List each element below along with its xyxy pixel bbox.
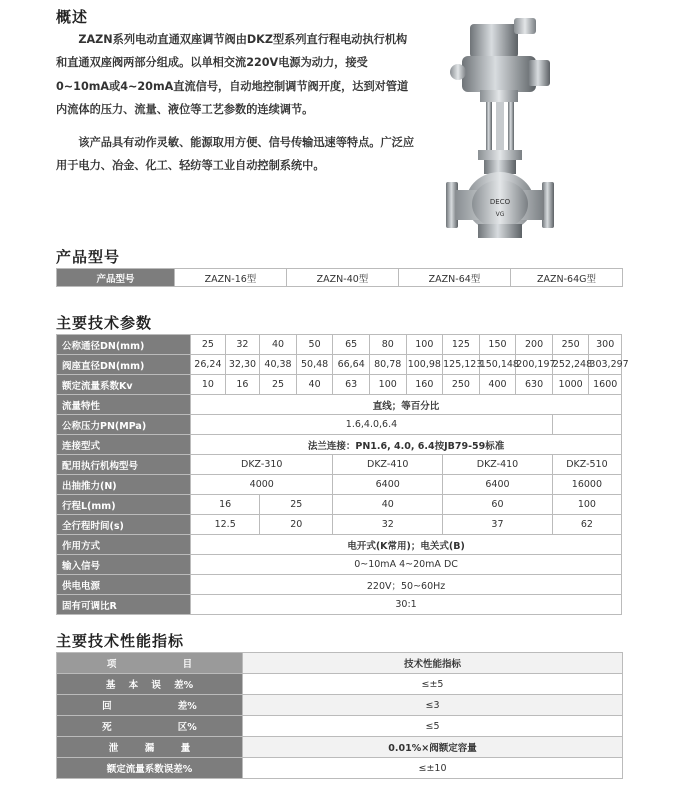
table-cell: 1600 bbox=[589, 375, 622, 395]
table-cell: 50 bbox=[296, 335, 333, 355]
table-cell: DKZ-510 bbox=[552, 455, 621, 475]
row-label: 流量特性 bbox=[57, 395, 191, 415]
table-cell: 26,24 bbox=[191, 355, 226, 375]
table-row bbox=[57, 758, 623, 779]
table-cell: 125,123 bbox=[443, 355, 480, 375]
model-header: 产品型号 bbox=[57, 269, 175, 287]
table-cell: 250 bbox=[552, 335, 589, 355]
row-label: 出抽推力(N) bbox=[57, 475, 191, 495]
model-cell: ZAZN-64型 bbox=[399, 269, 511, 287]
table-row bbox=[57, 395, 622, 415]
row-label: 全行程时间(s) bbox=[57, 515, 191, 535]
row-label: 公称通径DN(mm) bbox=[57, 335, 191, 355]
row-label: 额定流量系数误差% bbox=[57, 758, 243, 779]
table-cell: 电开式(K常用)；电关式(B) bbox=[191, 535, 622, 555]
row-label: 额定流量系数Kv bbox=[57, 375, 191, 395]
table-cell: DKZ-410 bbox=[443, 455, 553, 475]
row-label: 死 区% bbox=[57, 716, 243, 737]
table-cell: 25 bbox=[260, 375, 297, 395]
table-cell: 100,98 bbox=[406, 355, 443, 375]
table-cell: 0~10mA 4~20mA DC bbox=[191, 555, 622, 575]
table-row bbox=[57, 555, 622, 575]
row-label: 固有可调比R bbox=[57, 595, 191, 615]
table-cell: 1.6,4.0,6.4 bbox=[191, 415, 553, 435]
table-cell: 20 bbox=[260, 515, 333, 535]
table-cell: 40 bbox=[333, 495, 443, 515]
table-cell: DKZ-410 bbox=[333, 455, 443, 475]
row-label: 回 差% bbox=[57, 695, 243, 716]
table-cell: 80,78 bbox=[369, 355, 406, 375]
params-table bbox=[56, 334, 629, 615]
table-cell: 63 bbox=[333, 375, 370, 395]
model-cell: ZAZN-64G型 bbox=[511, 269, 623, 287]
table-cell: 32 bbox=[225, 335, 260, 355]
table-cell: 250 bbox=[443, 375, 480, 395]
table-row bbox=[57, 674, 623, 695]
row-label: 行程L(mm) bbox=[57, 495, 191, 515]
row-label: 公称压力PN(MPa) bbox=[57, 415, 191, 435]
table-cell: 150 bbox=[479, 335, 516, 355]
params-title: 主要技术参数 bbox=[56, 314, 153, 332]
table-cell: 252,248 bbox=[552, 355, 589, 375]
table-cell: 40 bbox=[296, 375, 333, 395]
table-cell: 25 bbox=[260, 495, 333, 515]
table-row bbox=[57, 335, 622, 355]
table-row bbox=[57, 435, 622, 455]
row-label: 作用方式 bbox=[57, 535, 191, 555]
overview-paragraph-1: ZAZN系列电动直通双座调节阀由DKZ型系列直行程电动执行机构和直通双座阀两部分组成。以单相交流220V电源为动力，接受0~10mA或4~20mA直流信号，自动地控制调节阀开度，达到对管道内流体的压力、流量、液位等工艺参数的连续调节。 bbox=[56, 33, 409, 117]
table-row bbox=[57, 375, 622, 395]
table-cell: 25 bbox=[191, 335, 226, 355]
overview-text bbox=[56, 28, 416, 177]
table-cell: 12.5 bbox=[191, 515, 260, 535]
overview-title: 概述 bbox=[56, 8, 89, 26]
table-cell: 125 bbox=[443, 335, 480, 355]
table-row bbox=[57, 716, 623, 737]
table-row bbox=[57, 415, 622, 435]
row-label: 输入信号 bbox=[57, 555, 191, 575]
table-cell: 16 bbox=[225, 375, 260, 395]
valve-sublabel: VG bbox=[495, 211, 505, 218]
table-cell: 60 bbox=[443, 495, 553, 515]
model-cell: ZAZN-40型 bbox=[287, 269, 399, 287]
table-row bbox=[57, 737, 623, 758]
table-cell: 200 bbox=[516, 335, 553, 355]
table-cell: 80 bbox=[369, 335, 406, 355]
perf-header-value: 技术性能指标 bbox=[243, 653, 623, 674]
perf-header-item: 项 目 bbox=[57, 653, 243, 674]
table-cell: ≤3 bbox=[243, 695, 623, 716]
table-row bbox=[57, 575, 622, 595]
table-cell: ≤±5 bbox=[243, 674, 623, 695]
model-table bbox=[56, 268, 623, 287]
table-cell: 630 bbox=[516, 375, 553, 395]
table-cell: 100 bbox=[552, 495, 621, 515]
table-cell: 37 bbox=[443, 515, 553, 535]
table-row bbox=[57, 455, 622, 475]
table-cell: 65 bbox=[333, 335, 370, 355]
table-cell: 100 bbox=[406, 335, 443, 355]
perf-table bbox=[56, 652, 623, 779]
row-label: 基 本 误 差% bbox=[57, 674, 243, 695]
table-cell: 32 bbox=[333, 515, 443, 535]
table-cell: 300 bbox=[589, 335, 622, 355]
valve-label: DECO bbox=[489, 198, 511, 206]
table-cell: 4000 bbox=[191, 475, 333, 495]
table-row bbox=[57, 269, 623, 287]
table-row bbox=[57, 355, 622, 375]
table-row bbox=[57, 653, 623, 674]
table-cell: 400 bbox=[479, 375, 516, 395]
table-cell: 10 bbox=[191, 375, 226, 395]
table-row bbox=[57, 695, 623, 716]
table-cell: 40,38 bbox=[260, 355, 297, 375]
table-cell: ≤±10 bbox=[243, 758, 623, 779]
row-label: 泄 漏 量 bbox=[57, 737, 243, 758]
table-cell: 30:1 bbox=[191, 595, 622, 615]
table-cell: 1000 bbox=[552, 375, 589, 395]
model-title: 产品型号 bbox=[56, 248, 121, 266]
row-label: 阀座直径DN(mm) bbox=[57, 355, 191, 375]
table-cell: 160 bbox=[406, 375, 443, 395]
table-cell: 150,148 bbox=[479, 355, 516, 375]
row-label: 供电电源 bbox=[57, 575, 191, 595]
table-cell: ≤5 bbox=[243, 716, 623, 737]
table-cell: 法兰连接：PN1.6, 4.0, 6.4按JB79-59标准 bbox=[191, 435, 622, 455]
table-cell: 32,30 bbox=[225, 355, 260, 375]
table-row bbox=[57, 595, 622, 615]
table-cell: 40 bbox=[260, 335, 297, 355]
table-cell: 6400 bbox=[443, 475, 553, 495]
table-cell: 200,197 bbox=[516, 355, 553, 375]
table-cell: DKZ-310 bbox=[191, 455, 333, 475]
table-cell: 0.01%×阀额定容量 bbox=[243, 737, 623, 758]
model-cell: ZAZN-16型 bbox=[175, 269, 287, 287]
table-cell: 50,48 bbox=[296, 355, 333, 375]
table-cell: 303,297 bbox=[589, 355, 622, 375]
table-cell: 16 bbox=[191, 495, 260, 515]
table-cell: 62 bbox=[552, 515, 621, 535]
table-cell: 16000 bbox=[552, 475, 621, 495]
row-label: 连接型式 bbox=[57, 435, 191, 455]
table-cell: 6400 bbox=[333, 475, 443, 495]
table-row bbox=[57, 495, 622, 515]
table-cell-empty bbox=[552, 415, 621, 435]
valve-product-image bbox=[432, 10, 582, 250]
overview-paragraph-2: 该产品具有动作灵敏、能源取用方便、信号传输迅速等特点。广泛应用于电力、冶金、化工、轻纺等工业自动控制系统中。 bbox=[56, 135, 415, 173]
table-row bbox=[57, 515, 622, 535]
table-cell: 66,64 bbox=[333, 355, 370, 375]
table-cell: 100 bbox=[369, 375, 406, 395]
table-cell: 220V；50~60Hz bbox=[191, 575, 622, 595]
perf-title: 主要技术性能指标 bbox=[56, 632, 185, 650]
row-label: 配用执行机构型号 bbox=[57, 455, 191, 475]
table-cell: 直线；等百分比 bbox=[191, 395, 622, 415]
table-row bbox=[57, 475, 622, 495]
table-row bbox=[57, 535, 622, 555]
